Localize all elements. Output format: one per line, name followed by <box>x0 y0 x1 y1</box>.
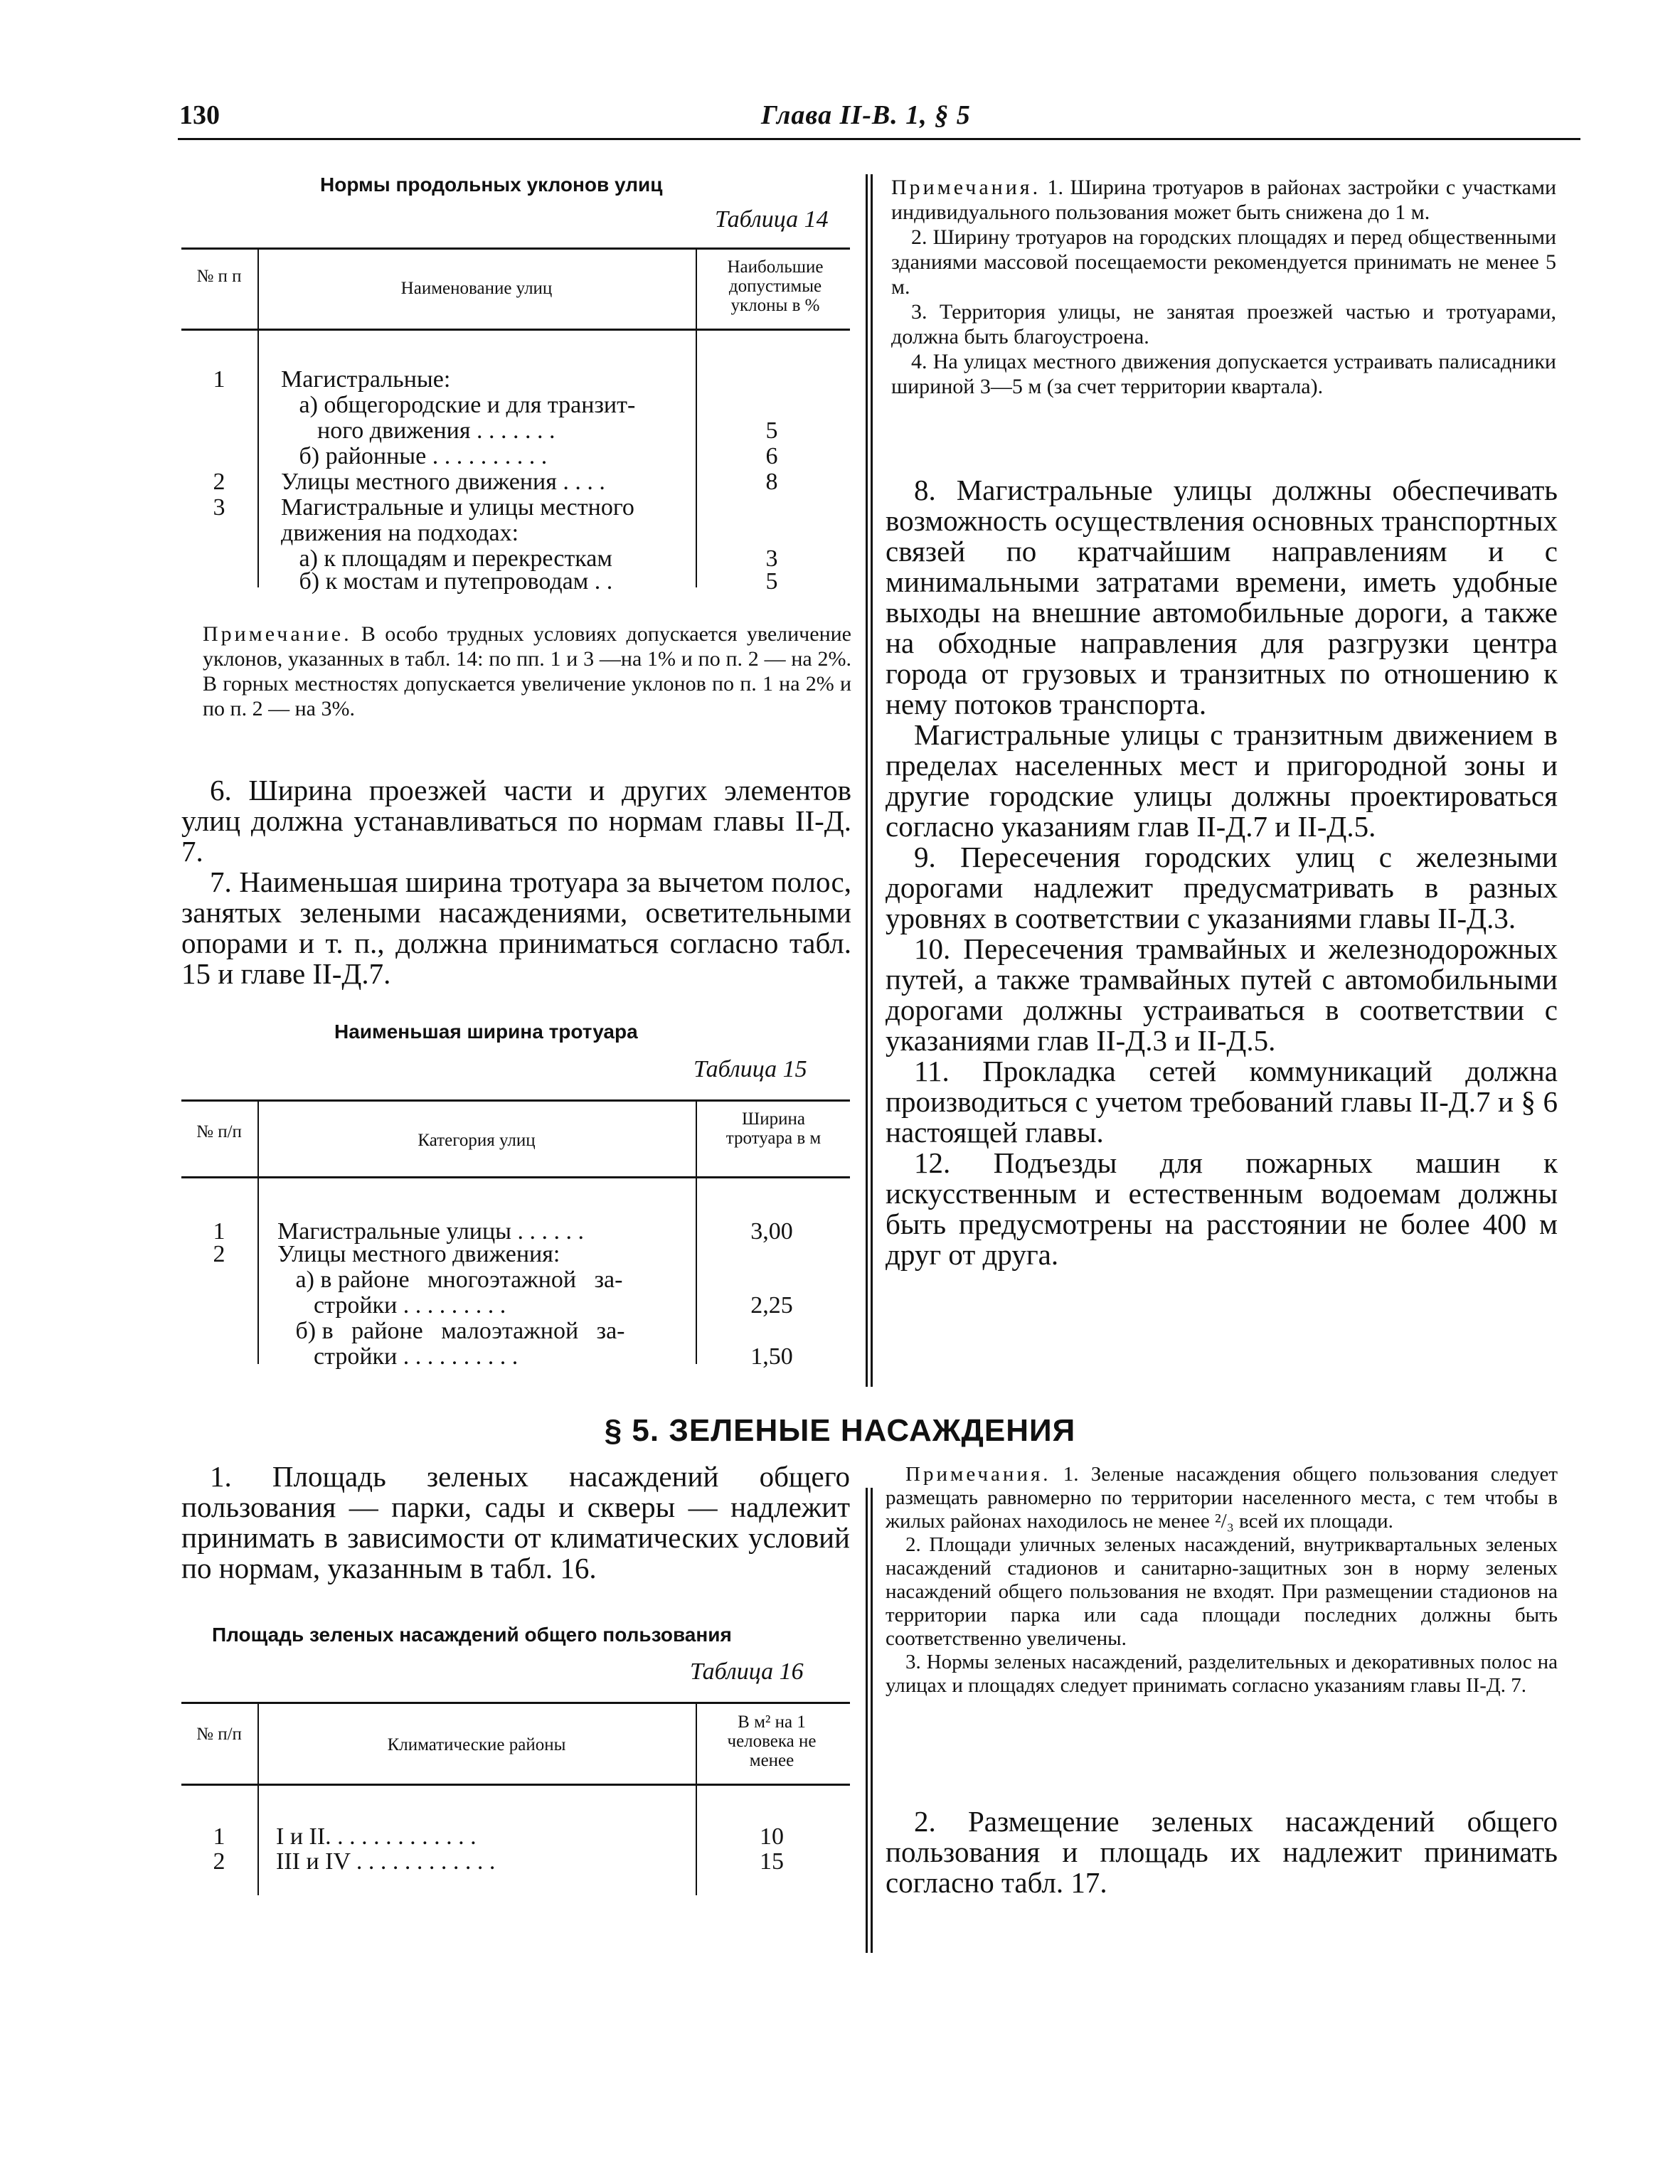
table14-row-name: а) общегородские и для транзит- <box>281 392 636 418</box>
section-title: § 5. ЗЕЛЕНЫЕ НАСАЖДЕНИЯ <box>604 1413 1076 1448</box>
table16-top-rule <box>181 1702 850 1704</box>
table14-row-number: 1 <box>213 366 225 393</box>
table14-row-name: б) районные . . . . . . . . . . <box>281 443 548 469</box>
table15-title: Наименьшая ширина тротуара <box>334 1021 638 1043</box>
table15-header-width: Ширина тротуара в м <box>725 1109 822 1148</box>
table15-col-divider-1 <box>257 1101 259 1364</box>
table14-row-value: 8 <box>765 469 778 495</box>
paragraph-8: 8. Магистральные улицы должны обеспечивать возможность осуществления основных транспортных связей по кратчайшим направлениям и с минимальными затратами времени, иметь удобные выходы на внешние автомобильные дороги, а также на обходные направления для разгрузки центра города от грузовых и транзитных по отношению к нему потоков транспорта. <box>886 474 1558 720</box>
right-note-4: 4. На улицах местного движения допускается устраивать палисадники шириной 3—5 м (за счет территории квартала). <box>891 350 1556 398</box>
table14-note-label: Примечание. <box>203 622 352 646</box>
table16-row-name: III и IV . . . . . . . . . . . . <box>276 1848 496 1875</box>
table14-note-text: В особо трудных условиях допускается увеличение уклонов, указанных в табл. 14: по пп. 1 и 3 —на 1% и по п. 2 — на 2%. В горных местностях допускается увеличение уклонов по п. 1 на 2% и по п. 2 — на 3%. <box>203 622 851 720</box>
table14-row-value: 5 <box>765 417 778 444</box>
table14-note <box>203 622 851 721</box>
table16-row-number: 2 <box>213 1848 225 1875</box>
table15-row-number: 1 <box>213 1218 225 1245</box>
section-right-note-3: 3. Нормы зеленых насаждений, разделительных и декоративных полос на улицах и площадях следует принимать согласно указаниям главы II-Д. 7. <box>886 1651 1558 1697</box>
table14-row-value: 6 <box>765 443 778 469</box>
table15-caption: Таблица 15 <box>693 1056 807 1082</box>
column-divider-lower <box>866 1488 873 1953</box>
table14-row-name: Улицы местного движения . . . . <box>281 469 605 495</box>
section-right-note-1: Примечания. 1. Зеленые насаждения общего пользования следует размещать равномерно по территории населенного места, с тем чтобы в жилых районах находилось не менее ²/₃ всей их площади. <box>886 1463 1558 1533</box>
column-divider <box>866 174 873 1387</box>
table16-caption: Таблица 16 <box>690 1658 804 1685</box>
table14-row-name: Магистральные: <box>281 366 451 393</box>
right-notes-label: Примечания. <box>891 176 1041 199</box>
table16-header-name: Климатические районы <box>387 1735 566 1754</box>
section-right-note-2: 2. Площади уличных зеленых насаждений, внутриквартальных зеленых насаждений стадионов и санитарно-защитных зон в норму зеленых насаждений общего пользования не входят. При размещении стадионов на территории парка или сада площади последних должны быть соответственно увеличены. <box>886 1533 1558 1650</box>
right-note-3: 3. Территория улицы, не занятая проезжей частью и тротуарами, должна быть благоустроена. <box>891 300 1556 348</box>
section-right-notes-label: Примечания. <box>905 1463 1051 1486</box>
table16-row-name: I и II. . . . . . . . . . . . . <box>276 1823 477 1850</box>
table16-row-value: 15 <box>760 1848 784 1875</box>
table15-row-number: 2 <box>213 1241 225 1267</box>
table15-row-name: Магистральные улицы . . . . . . <box>277 1218 585 1245</box>
table15-row-value: 2,25 <box>750 1292 793 1319</box>
table16-col-divider-2 <box>696 1703 697 1895</box>
running-title: Глава II-В. 1, § 5 <box>761 100 971 130</box>
page-number: 130 <box>179 100 220 130</box>
table14-header-number: № п п <box>196 267 242 286</box>
table16-title: Площадь зеленых насаждений общего пользования <box>212 1624 732 1646</box>
paragraph-12: 12. Подъезды для пожарных машин к искусственным и естественным водоемам должны быть предусмотрены на расстоянии не более 400 м друг от друга. <box>886 1146 1558 1271</box>
table16-header-number: № п/п <box>196 1725 242 1744</box>
table14-row-name: движения на подходах: <box>281 520 519 546</box>
table14-header-slope: Наибольшие допустимые уклоны в % <box>727 257 824 315</box>
paragraph-10: 10. Пересечения трамвайных и железнодорожных путей, а также трамвайных путей с автомобильными дорогами должны устраиваться в соответствии с указаниями глав II-Д.3 и II-Д.5. <box>886 932 1558 1057</box>
table14-row-value: 3 <box>765 545 778 572</box>
table14-row-name: ного движения . . . . . . . <box>281 417 555 444</box>
table15-header-number: № п/п <box>196 1122 242 1141</box>
table15-row-value: 3,00 <box>750 1218 793 1245</box>
table15-header-rule <box>181 1176 850 1178</box>
table14-col-divider-2 <box>696 249 697 587</box>
right-note-1: Примечания. 1. Ширина тротуаров в районах застройки с участками индивидуального пользования может быть снижена до 1 м. <box>891 176 1556 224</box>
right-paragraphs <box>886 475 1558 1270</box>
table14-caption: Таблица 14 <box>715 206 829 233</box>
table14-col-divider-1 <box>257 249 259 587</box>
section-right-notes <box>886 1463 1558 1698</box>
table16-col-divider-1 <box>257 1703 259 1895</box>
table15-row-value: 1,50 <box>750 1343 793 1370</box>
table16-row-value: 10 <box>760 1823 784 1850</box>
table15-row-name: стройки . . . . . . . . . . <box>277 1343 519 1370</box>
table14-row-name: б) к мостам и путепроводам . . <box>281 568 613 595</box>
paragraph-7: 7. Наименьшая ширина тротуара за вычетом полос, занятых зелеными насаждениями, осветительными опорами и т. п., должна приниматься согласно табл. 15 и главе II-Д.7. <box>181 865 851 990</box>
section-paragraph-2: 2. Размещение зеленых насаждений общего пользования и площадь их надлежит принимать согласно табл. 17. <box>886 1805 1558 1899</box>
left-paragraphs <box>181 775 851 989</box>
table14-header-rule <box>181 329 850 331</box>
table16-header-rule <box>181 1784 850 1786</box>
right-note-2: 2. Ширину тротуаров на городских площадях и перед общественными зданиями массовой посещаемости рекомендуется принимать не менее 5 м. <box>891 225 1556 299</box>
paragraph-9: 9. Пересечения городских улиц с железными дорогами надлежит предусматривать в разных уровнях в соответствии с указаниями главы II-Д.3. <box>886 841 1558 934</box>
header-rule <box>178 138 1580 140</box>
table14-top-rule <box>181 247 850 250</box>
table14-row-name: а) к площадям и перекресткам <box>281 545 612 572</box>
table15-row-name: стройки . . . . . . . . . <box>277 1292 506 1319</box>
table14-row-value: 5 <box>765 568 778 595</box>
table14-header-name: Наименование улиц <box>400 279 553 298</box>
table15-header-name: Категория улиц <box>418 1131 536 1150</box>
right-notes <box>891 175 1556 399</box>
table16-row-number: 1 <box>213 1823 225 1850</box>
table14-row-name: Магистральные и улицы местного <box>281 494 634 521</box>
paragraph-11: 11. Прокладка сетей коммуникаций должна производиться с учетом требований главы II-Д.7 и § 6 настоящей главы. <box>886 1055 1558 1149</box>
table14-row-number: 2 <box>213 469 225 495</box>
table15-top-rule <box>181 1099 850 1102</box>
table16-header-norm: В м² на 1 человека не менее <box>727 1712 817 1770</box>
table15-row-name: б) в районе малоэтажной за- <box>277 1318 625 1344</box>
paragraph-8-cont: Магистральные улицы с транзитным движением в пределах населенных мест и пригородной зоны и другие городские улицы должны проектироваться согласно указаниям глав II-Д.7 и II-Д.5. <box>886 718 1558 843</box>
paragraph-6: 6. Ширина проезжей части и других элементов улиц должна устанавливаться по нормам главы II-Д. 7. <box>181 774 851 868</box>
table15-row-name: Улицы местного движения: <box>277 1241 560 1267</box>
table15-col-divider-2 <box>696 1101 697 1364</box>
table14-row-number: 3 <box>213 494 225 521</box>
table14-title: Нормы продольных уклонов улиц <box>320 174 663 196</box>
section-paragraph-1: 1. Площадь зеленых насаждений общего пользования — парки, сады и скверы — надлежит принимать в зависимости от климатических условий по нормам, указанным в табл. 16. <box>181 1460 850 1584</box>
table15-row-name: а) в районе многоэтажной за- <box>277 1267 623 1293</box>
